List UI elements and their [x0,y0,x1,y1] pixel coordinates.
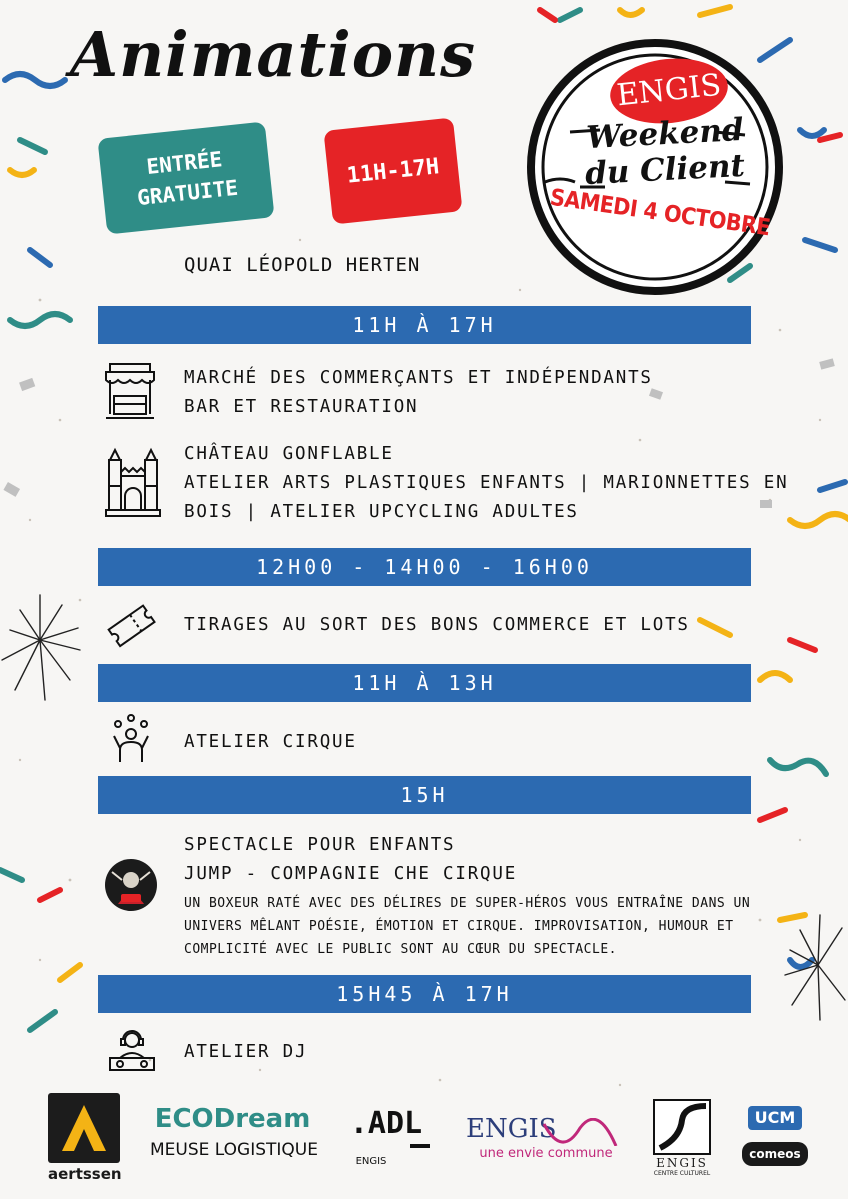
sponsor-centre-culturel-subtitle: CENTRE CULTUREL [653,1170,711,1177]
sponsor-ucm-comeos [742,1106,808,1166]
sponsor-aertssen [48,1093,120,1185]
aertssen-logo-icon [48,1093,120,1163]
sponsor-adl [336,1106,436,1174]
activity-dj-workshop: ATELIER DJ [184,1042,308,1062]
activity-raffle: TIRAGES AU SORT DES BONS COMMERCE ET LOTS [184,615,690,635]
time-bar-3: 11H À 13H [98,664,751,702]
sponsor-ecodream [150,1104,318,1164]
engis-wave-icon [542,1118,618,1146]
centre-culturel-logo-icon [650,1098,714,1156]
event-seal [510,32,800,302]
time-bar-2: 12H00 - 14H00 - 16H00 [98,548,751,586]
dj-icon [108,1026,156,1072]
activity-market: MARCHÉ DES COMMERÇANTS ET INDÉPENDANTS BAR ET RESTAURATION [184,368,653,417]
ticket-icon [106,602,156,648]
sponsor-aertssen-name: aertssen [48,1165,122,1183]
seal-brand: ENGIS [607,53,731,129]
time-bar-5: 15H45 À 17H [98,975,751,1013]
opening-hours-badge: 11H-17H [323,117,462,224]
activity-circus-workshop: ATELIER CIRQUE [184,732,357,752]
seal-line-weekend: Weekend [585,111,745,157]
bouncy-castle-icon [104,446,162,518]
sponsor-engis-commune [466,1114,626,1166]
seal-line-client: du Client [584,147,746,193]
free-entry-badge: ENTRÉE GRATUITE [97,121,274,234]
juggler-icon [108,714,154,764]
sponsor-engis-tagline: une envie commune [479,1146,613,1161]
sponsor-adl-name: .ADL [349,1106,423,1141]
time-bar-1: 11H À 17H [98,306,751,344]
show-poster-icon [104,858,158,912]
sponsor-centre-culturel [650,1098,714,1180]
time-bar-4: 15H [98,776,751,814]
seal-date: SAMEDI 4 OCTOBRE [548,184,772,242]
sponsor-ecodream-name: ECODream [154,1104,311,1134]
activity-children-show: SPECTACLE POUR ENFANTS JUMP - COMPAGNIE CHE CIRQUE [184,835,518,884]
market-stall-icon [104,362,156,420]
sponsor-centre-culturel-name: ENGIS [656,1156,708,1170]
sponsor-comeos-name: comeos [742,1142,808,1166]
activity-castle-workshops: CHÂTEAU GONFLABLE ATELIER ARTS PLASTIQUES ENFANTS | MARIONNETTES EN BOIS | ATELIER UPCYCLING ADULTES [184,444,789,522]
sponsor-engis-commune-name: ENGIS [466,1114,557,1144]
sponsor-ecodream-subtitle: MEUSE LOGISTIQUE [150,1140,318,1160]
page-title: Animations [70,18,477,91]
show-description: UN BOXEUR RATÉ AVEC DES DÉLIRES DE SUPER-HÉROS VOUS ENTRAÎNE DANS UN UNIVERS MÊLANT POÉSIE, ÉMOTION ET CIRQUE. IMPROVISATION, HUMOUR ET COMPLICITÉ AVEC LE PUBLIC SONT AU CŒUR DU SPECTACLE. [184,896,751,957]
sponsor-ucm-name: UCM [748,1106,802,1130]
adl-underline-icon [410,1144,430,1150]
event-location: QUAI LÉOPOLD HERTEN [184,254,421,276]
sponsor-adl-subtitle: ENGIS [355,1156,387,1167]
